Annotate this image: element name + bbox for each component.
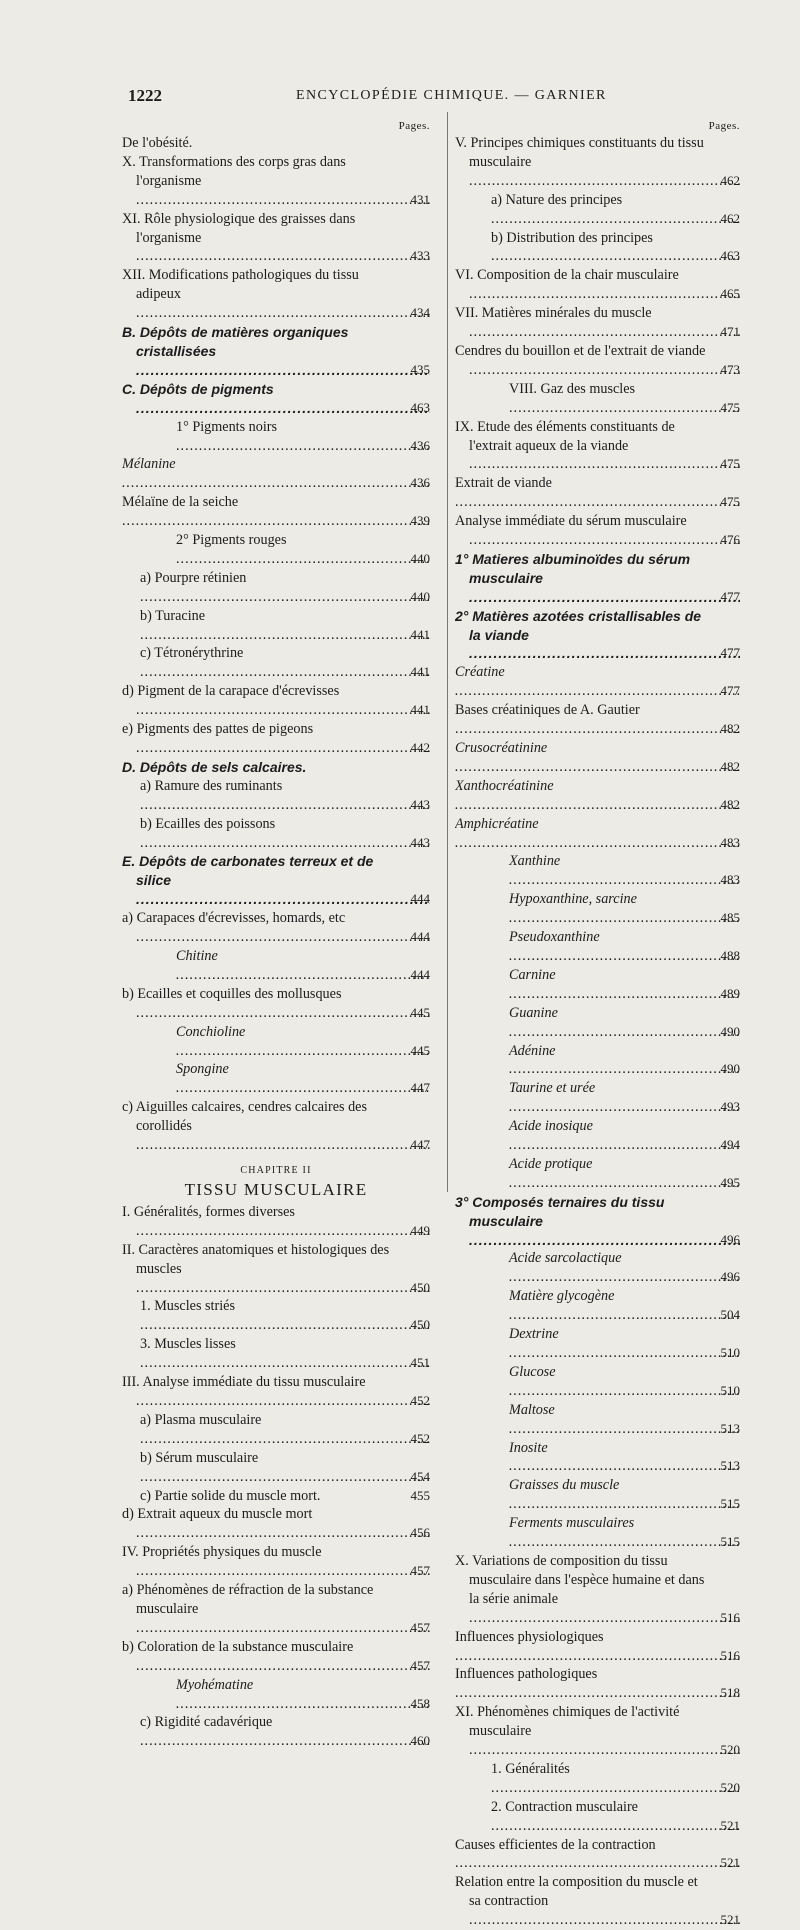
toc-entry	[122, 607, 430, 645]
toc-entry-title: II. Caractères anatomiques et histologiques des muscles .....	[122, 1241, 430, 1298]
toc-entry	[455, 512, 740, 550]
pages-label-right: Pages.	[708, 120, 740, 132]
toc-entry	[455, 1439, 740, 1477]
toc-entry	[455, 342, 740, 380]
toc-entry	[122, 380, 430, 418]
toc-entry	[122, 1505, 430, 1543]
toc-entry-title: Cendres du bouillon et de l'extrait de viande .....	[455, 342, 740, 380]
toc-entry	[122, 1023, 430, 1061]
toc-entry	[122, 720, 430, 758]
toc-entry-title: XII. Modifications pathologiques du tissu adipeux .....	[122, 266, 430, 323]
toc-entry	[455, 1042, 740, 1080]
toc-entry-title: D. Dépôts de sels calcaires.	[122, 758, 307, 775]
toc-entry-title: d) Extrait aqueux du muscle mort .....	[122, 1505, 430, 1543]
toc-entry-page: 482	[720, 721, 740, 737]
toc-entry	[455, 928, 740, 966]
toc-entry	[122, 210, 430, 267]
toc-entry-page: 477	[720, 645, 740, 661]
toc-entry-page: 443	[410, 796, 430, 812]
toc-entry-title: Conchioline .....	[122, 1023, 430, 1061]
toc-entry-title: Guanine .....	[455, 1004, 740, 1042]
toc-entry-title: X. Transformations des corps gras dans l'organisme .....	[122, 153, 430, 210]
toc-entry	[122, 1543, 430, 1581]
toc-entry-page: 449	[410, 1222, 430, 1238]
toc-entry-title: Maltose .....	[455, 1401, 740, 1439]
toc-entry	[455, 1476, 740, 1514]
toc-entry-page: 476	[720, 532, 740, 548]
toc-entry	[455, 134, 740, 191]
toc-entry-page: 456	[410, 1525, 430, 1541]
toc-entry-page: 489	[720, 985, 740, 1001]
toc-entry-page: 515	[720, 1496, 740, 1512]
toc-entry-title: c) Tétronérythrine .....	[122, 644, 430, 682]
toc-entry	[455, 663, 740, 701]
toc-entry	[455, 1325, 740, 1363]
toc-entry-page: 490	[720, 1061, 740, 1077]
toc-entry-title: Influences physiologiques .....	[455, 1628, 740, 1666]
toc-entry-title: 1° Matieres albuminoïdes du sérum musculaire .....	[455, 550, 740, 607]
pages-label-left: Pages.	[398, 120, 430, 132]
page-number: 1222	[128, 86, 162, 105]
left-entries-chapter	[122, 1203, 430, 1751]
toc-entry	[455, 966, 740, 1004]
toc-entry	[122, 1373, 430, 1411]
toc-entry-page: 441	[410, 702, 430, 718]
toc-entry	[455, 229, 740, 267]
toc-entry-title: Hypoxanthine, sarcine .....	[455, 890, 740, 928]
toc-entry	[122, 758, 430, 777]
toc-entry	[455, 1363, 740, 1401]
toc-entry	[455, 1552, 740, 1628]
toc-entry-title: VII. Matières minérales du muscle .....	[455, 304, 740, 342]
toc-entry-title: VI. Composition de la chair musculaire .....	[455, 266, 740, 304]
toc-entry-title: b) Ecailles des poissons .....	[122, 815, 430, 853]
toc-entry-page: 440	[410, 588, 430, 604]
toc-entry	[122, 909, 430, 947]
left-entries	[122, 134, 430, 1155]
toc-entry	[455, 890, 740, 928]
toc-entry-title: Acide inosique .....	[455, 1117, 740, 1155]
toc-entry	[455, 418, 740, 475]
toc-entry	[122, 985, 430, 1023]
toc-entry-page: 515	[720, 1534, 740, 1550]
toc-entry	[122, 1241, 430, 1298]
toc-entry-page: 434	[410, 305, 430, 321]
toc-entry-page: 475	[720, 399, 740, 415]
toc-entry	[122, 1676, 430, 1714]
toc-entry-title: b) Coloration de la substance musculaire .....	[122, 1638, 430, 1676]
toc-entry	[455, 550, 740, 607]
toc-entry-page: 462	[720, 210, 740, 226]
toc-entry-title: 3. Muscles lisses .....	[122, 1335, 430, 1373]
toc-entry	[122, 777, 430, 815]
toc-entry-title: b) Ecailles et coquilles des mollusques .....	[122, 985, 430, 1023]
toc-entry-title: Extrait de viande .....	[455, 474, 740, 512]
toc-entry	[122, 531, 430, 569]
toc-entry	[455, 852, 740, 890]
toc-entry-page: 454	[410, 1468, 430, 1484]
toc-entry	[122, 1060, 430, 1098]
toc-entry	[122, 153, 430, 210]
toc-entry	[122, 569, 430, 607]
toc-entry-title: 1. Généralités .....	[455, 1760, 740, 1798]
toc-entry-page: 441	[410, 626, 430, 642]
toc-entry-page: 513	[720, 1420, 740, 1436]
toc-entry-page: 520	[720, 1779, 740, 1795]
toc-entry-page: 447	[410, 1080, 430, 1096]
toc-entry	[122, 1098, 430, 1155]
toc-entry-title: c) Partie solide du muscle mort.	[140, 1487, 321, 1504]
toc-entry-page: 452	[410, 1430, 430, 1446]
toc-entry-title: 1. Muscles striés .....	[122, 1297, 430, 1335]
toc-entry	[455, 191, 740, 229]
toc-entry-title: 2. Contraction musculaire .....	[455, 1798, 740, 1836]
toc-entry-page: 490	[720, 1023, 740, 1039]
toc-entry-title: a) Nature des principes .....	[455, 191, 740, 229]
toc-entry-title: III. Analyse immédiate du tissu musculaire .....	[122, 1373, 430, 1411]
toc-entry-title: IV. Propriétés physiques du muscle .....	[122, 1543, 430, 1581]
toc-entry-page: 457	[410, 1563, 430, 1579]
toc-entry-title: Glucose .....	[455, 1363, 740, 1401]
toc-entry	[122, 493, 430, 531]
toc-entry	[122, 323, 430, 380]
toc-entry-page: 510	[720, 1345, 740, 1360]
toc-entry-title: Crusocréatinine .....	[455, 739, 740, 777]
toc-entry-page: 440	[410, 550, 430, 566]
toc-entry-title: 2° Matières azotées cristallisables de la viande .....	[455, 607, 740, 664]
toc-entry-title: XI. Rôle physiologique des graisses dans l'organisme .....	[122, 210, 430, 267]
toc-entry	[122, 1638, 430, 1676]
running-title: ENCYCLOPÉDIE CHIMIQUE. — GARNIER	[296, 88, 607, 103]
toc-entry-page: 482	[720, 758, 740, 774]
toc-entry-page: 445	[410, 1004, 430, 1020]
toc-entry-page: 521	[720, 1912, 740, 1928]
toc-entry-title: e) Pigments des pattes de pigeons .....	[122, 720, 430, 758]
toc-entry-title: a) Plasma musculaire .....	[122, 1411, 430, 1449]
toc-entry-page: 455	[410, 1487, 430, 1503]
toc-entry-title: Myohématine .....	[122, 1676, 430, 1714]
toc-entry-page: 510	[720, 1382, 740, 1398]
toc-entry-page: 483	[720, 834, 740, 850]
toc-entry-title: De l'obésité.	[122, 135, 193, 151]
toc-entry-page: 450	[410, 1279, 430, 1295]
toc-entry-title: d) Pigment de la carapace d'écrevisses .....	[122, 682, 430, 720]
toc-entry-page: 452	[410, 1393, 430, 1408]
toc-entry-page: 451	[410, 1355, 430, 1371]
toc-entry-title: a) Phénomènes de réfraction de la substance musculaire .....	[122, 1581, 430, 1638]
toc-entry-title: Xanthocréatinine .....	[455, 777, 740, 815]
chapter-label: CHAPITRE II	[240, 1164, 312, 1176]
toc-entry-title: Chitine .....	[122, 947, 430, 985]
toc-entry-title: Pseudoxanthine .....	[455, 928, 740, 966]
toc-entry-page: 436	[410, 475, 430, 491]
toc-entry-page: 435	[410, 361, 430, 377]
toc-entry-title: Acide protique .....	[455, 1155, 740, 1193]
toc-entry-page: 463	[410, 399, 430, 415]
toc-entry-page: 463	[720, 248, 740, 264]
toc-entry-page: 495	[720, 1174, 740, 1190]
toc-entry-page: 518	[720, 1685, 740, 1701]
toc-entry	[455, 304, 740, 342]
toc-entry-title: E. Dépôts de carbonates terreux et de silice .....	[122, 852, 430, 909]
toc-entry	[455, 1193, 740, 1250]
toc-entry-title: Adénine .....	[455, 1042, 740, 1080]
toc-entry-title: Amphicréatine .....	[455, 815, 740, 853]
toc-entry	[455, 815, 740, 853]
toc-entry	[455, 474, 740, 512]
toc-entry	[455, 1287, 740, 1325]
toc-entry	[455, 1798, 740, 1836]
toc-entry-title: B. Dépôts de matières organiques cristallisées .....	[122, 323, 430, 380]
toc-entry-page: 485	[720, 910, 740, 926]
toc-entry-title: c) Aiguilles calcaires, cendres calcaires des corollidés .....	[122, 1098, 430, 1155]
toc-entry-title: 2° Pigments rouges .....	[122, 531, 430, 569]
right-column	[455, 120, 740, 1930]
toc-entry	[455, 380, 740, 418]
toc-entry-title: 3° Composés ternaires du tissu musculaire .....	[455, 1193, 740, 1250]
toc-entry	[455, 1760, 740, 1798]
toc-entry-title: Bases créatiniques de A. Gautier .....	[455, 701, 740, 739]
toc-entry-page: 460	[410, 1733, 430, 1749]
toc-entry-page: 513	[720, 1458, 740, 1474]
toc-entry	[455, 739, 740, 777]
toc-entry-page: 439	[410, 513, 430, 529]
toc-entry-title: Matière glycogène .....	[455, 1287, 740, 1325]
toc-entry-page: 444	[410, 929, 430, 945]
toc-entry-page: 458	[410, 1695, 430, 1711]
toc-entry	[122, 815, 430, 853]
toc-entry-title: b) Sérum musculaire .....	[122, 1449, 430, 1487]
toc-entry-page: 444	[410, 966, 430, 982]
toc-entry	[122, 418, 430, 456]
toc-entry-title: X. Variations de composition du tissu musculaire dans l'espèce humaine et dans la série animale .....	[455, 1552, 740, 1628]
toc-entry-title: Créatine .....	[455, 663, 740, 701]
toc-entry-title: Taurine et urée .....	[455, 1079, 740, 1117]
chapter-title: TISSU MUSCULAIRE	[184, 1179, 368, 1199]
toc-entry-page: 462	[720, 172, 740, 188]
toc-entry-title: Analyse immédiate du sérum musculaire .....	[455, 512, 740, 550]
toc-entry-page: 441	[410, 664, 430, 680]
toc-entry-page: 431	[410, 191, 430, 207]
toc-entry-title: IX. Etude des éléments constituants de l'extrait aqueux de la viande .....	[455, 418, 740, 475]
toc-entry-page: 504	[720, 1307, 740, 1323]
toc-entry	[455, 1514, 740, 1552]
toc-entry	[122, 1297, 430, 1335]
toc-entry	[455, 1628, 740, 1666]
toc-entry-title: Influences pathologiques .....	[455, 1665, 740, 1703]
toc-entry	[122, 682, 430, 720]
toc-entry	[122, 644, 430, 682]
toc-entry-page: 447	[410, 1137, 430, 1153]
toc-entry-title: a) Pourpre rétinien .....	[122, 569, 430, 607]
toc-entry-title: Dextrine .....	[455, 1325, 740, 1363]
toc-entry	[122, 1335, 430, 1373]
toc-entry-page: 482	[720, 796, 740, 812]
toc-entry	[122, 1487, 430, 1506]
toc-entry-page: 494	[720, 1137, 740, 1153]
toc-entry-title: XI. Phénomènes chimiques de l'activité musculaire .....	[455, 1703, 740, 1760]
toc-entry	[455, 1249, 740, 1287]
toc-entry-page: 521	[720, 1817, 740, 1833]
toc-entry	[455, 266, 740, 304]
toc-entry-page: 521	[720, 1855, 740, 1871]
toc-entry	[455, 1836, 740, 1874]
toc-entry-page: 444	[410, 891, 430, 907]
toc-entry	[455, 1117, 740, 1155]
toc-entry-title: 1° Pigments noirs .....	[122, 418, 430, 456]
toc-entry-page: 477	[720, 683, 740, 699]
toc-entry	[122, 1411, 430, 1449]
toc-entry-title: Inosite .....	[455, 1439, 740, 1477]
toc-entry-page: 475	[720, 494, 740, 510]
toc-entry-page: 493	[720, 1099, 740, 1115]
toc-entry-title: Ferments musculaires .....	[455, 1514, 740, 1552]
toc-entry-title: Xanthine .....	[455, 852, 740, 890]
toc-entry-title: a) Ramure des ruminants .....	[122, 777, 430, 815]
toc-entry-page: 475	[720, 456, 740, 472]
toc-entry	[122, 1449, 430, 1487]
toc-entry-title: VIII. Gaz des muscles .....	[455, 380, 740, 418]
toc-entry-title: Causes efficientes de la contraction .....	[455, 1836, 740, 1874]
toc-entry-title: Mélaïne de la seiche .....	[122, 493, 430, 531]
toc-entry	[122, 455, 430, 493]
toc-entry	[455, 1079, 740, 1117]
toc-entry-page: 496	[720, 1231, 740, 1247]
column-divider	[447, 112, 448, 1192]
toc-entry-page: 445	[410, 1042, 430, 1058]
toc-entry-title: b) Turacine .....	[122, 607, 430, 645]
toc-entry	[455, 1665, 740, 1703]
toc-entry-title: I. Généralités, formes diverses .....	[122, 1203, 430, 1241]
toc-entry	[455, 607, 740, 664]
toc-entry-title: V. Principes chimiques constituants du tissu musculaire .....	[455, 134, 740, 191]
toc-entry-page: 450	[410, 1317, 430, 1333]
toc-entry-page: 465	[720, 286, 740, 302]
toc-entry-page: 488	[720, 947, 740, 963]
toc-entry	[455, 777, 740, 815]
toc-entry	[455, 1155, 740, 1193]
toc-entry-page: 457	[410, 1619, 430, 1635]
toc-entry-page: 516	[720, 1609, 740, 1625]
toc-entry	[455, 1401, 740, 1439]
toc-entry	[122, 1203, 430, 1241]
toc-entry	[122, 134, 430, 153]
toc-entry-title: Relation entre la composition du muscle et sa contraction .....	[455, 1873, 740, 1930]
toc-entry	[122, 1581, 430, 1638]
toc-entry-title: Carnine .....	[455, 966, 740, 1004]
toc-entry	[455, 1703, 740, 1760]
toc-entry-title: C. Dépôts de pigments .....	[122, 380, 430, 418]
right-entries	[455, 134, 740, 1930]
toc-entry	[122, 266, 430, 323]
page-header	[0, 86, 800, 110]
toc-entry-title: c) Rigidité cadavérique .....	[122, 1713, 430, 1751]
toc-entry-page: 443	[410, 834, 430, 850]
toc-entry-page: 436	[410, 437, 430, 453]
toc-entry-title: b) Distribution des principes .....	[455, 229, 740, 267]
toc-entry-page: 516	[720, 1647, 740, 1663]
toc-entry	[122, 852, 430, 909]
toc-entry-page: 477	[720, 588, 740, 604]
toc-entry-title: Acide sarcolactique .....	[455, 1249, 740, 1287]
toc-entry-title: Graisses du muscle .....	[455, 1476, 740, 1514]
toc-entry-page: 496	[720, 1269, 740, 1285]
toc-entry-page: 483	[720, 872, 740, 888]
toc-entry	[122, 1713, 430, 1751]
toc-entry-page: 471	[720, 324, 740, 340]
toc-entry-page: 433	[410, 248, 430, 264]
toc-entry-page: 457	[410, 1657, 430, 1673]
toc-entry	[455, 701, 740, 739]
toc-entry	[122, 947, 430, 985]
toc-entry-page: 473	[720, 361, 740, 377]
toc-entry	[455, 1873, 740, 1930]
toc-entry-title: Spongine .....	[122, 1060, 430, 1098]
left-column	[122, 120, 430, 1751]
toc-entry-page: 520	[720, 1742, 740, 1758]
toc-entry-page: 442	[410, 740, 430, 755]
toc-entry	[455, 1004, 740, 1042]
toc-entry-title: Mélanine .....	[122, 455, 430, 493]
toc-entry-title: a) Carapaces d'écrevisses, homards, etc .....	[122, 909, 430, 947]
